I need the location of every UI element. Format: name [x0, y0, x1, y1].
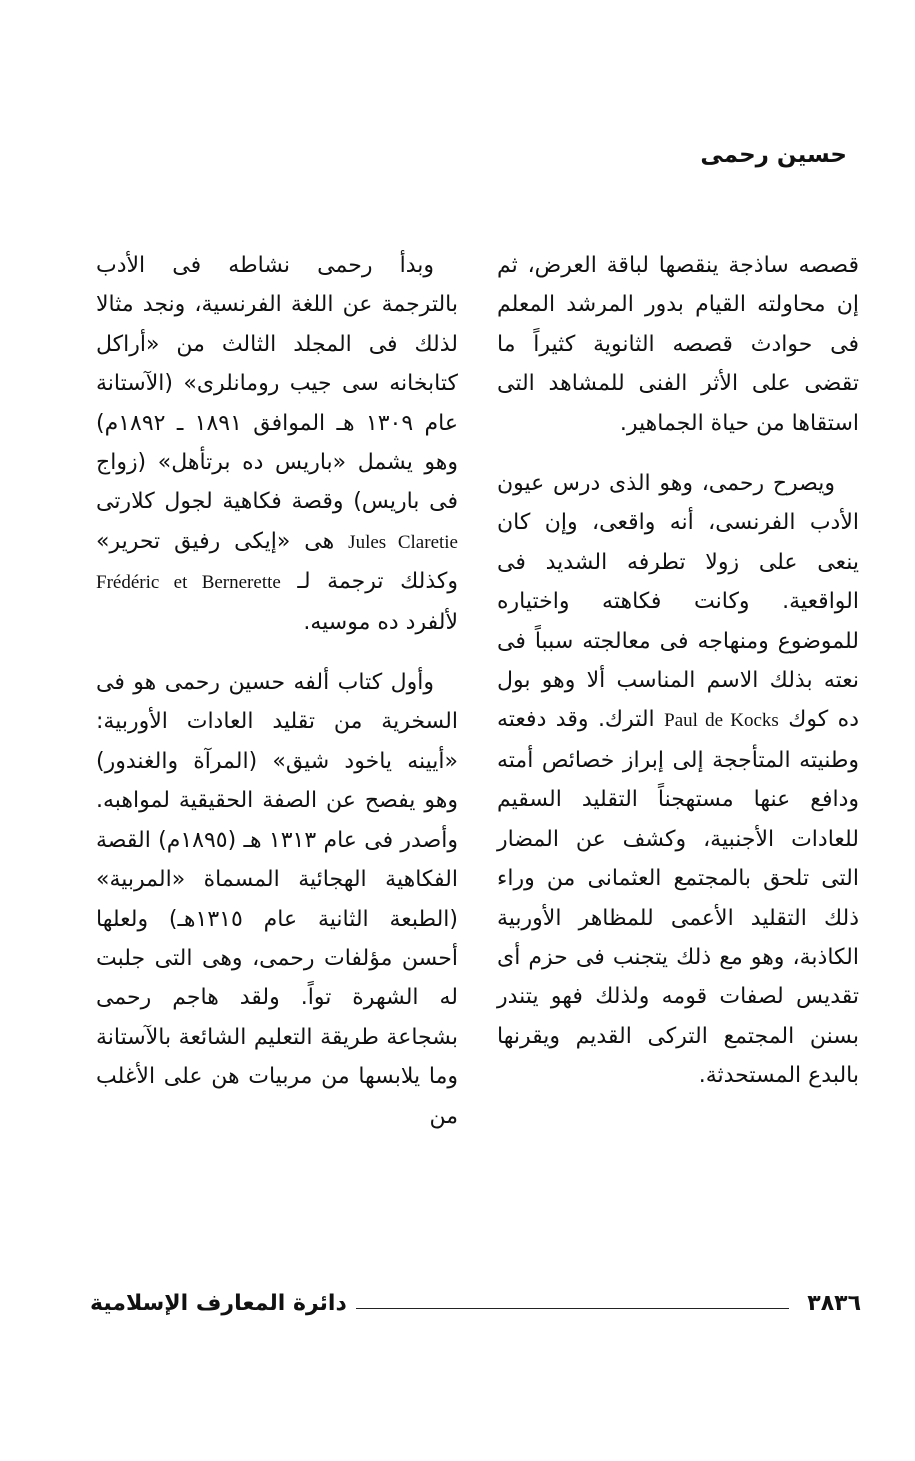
latin-name-paul-de-kocks: Paul de Kocks — [664, 710, 779, 732]
right-column — [497, 246, 859, 1096]
latin-name-jules-claretie: Jules Claretie — [348, 531, 458, 553]
right-paragraph-2-text-b: الترك. وقد دفعته وطنيته المتأججة إلى إبراز خصائص أمته ودافع عنها مستهجناً التقليد السقيم للعادات الأجنبية، وكشف عن المضار التى تلحق بالمجتمع العثمانى من وراء ذلك التقليد الأعمى للمظاهر الأوربية الكاذبة، وهو مع ذلك يتجنب فى حزم أى تقديس لصفات قومه ولذلك فهو يتندر بسنن المجتمع التركى القديم ويقرنها بالبدع المستحدثة. — [497, 707, 859, 1089]
page-footer — [90, 1291, 861, 1325]
left-column — [96, 246, 458, 1136]
right-paragraph-2 — [497, 464, 859, 1096]
left-paragraph-1-text-c: لألفرد ده موسيه. — [303, 609, 458, 635]
left-paragraph-2: وأول كتاب ألفه حسين رحمى هو فى السخرية من تقليد العادات الأوربية: «أيينه ياخود شيق» (المرآة والغندور) وهو يفصح عن الصفة الحقيقية لمواهبه. وأصدر فى عام ١٣١٣ هـ (١٨٩٥م) القصة الفكاهية الهجائية المسماة «المربية» (الطبعة الثانية عام ١٣١٥هـ) ولعلها أحسن مؤلفات رحمى، وهى التى جلبت له الشهرة تواً. ولقد هاجم رحمى بشجاعة طريقة التعليم الشائعة بالآستانة وما يلابسها من مربيات هن على الأغلب من — [96, 670, 459, 1129]
left-paragraph-1-text-b: هى «إيكى رفيق تحرير» وكذلك ترجمة لـ — [96, 528, 458, 595]
left-paragraph-1-text-a: وبدأ رحمى نشاطه فى الأدب بالترجمة عن اللغة الفرنسية، ونجد مثالا لذلك فى المجلد الثالث من «أراكل كتابخانه سى جيب رومانلرى» (الآستانة عام ١٣٠٩ هـ الموافق ١٨٩١ ـ ١٨٩٢م) وهو يشمل «باريس ده برتأهل» (زواج فى باريس) وقصة فكاهية لجول كلارتى — [96, 253, 458, 515]
left-paragraph-1 — [96, 246, 458, 642]
footer-rule — [356, 1308, 789, 1309]
right-paragraph-2-text-a: ويصرح رحمى، وهو الذى درس عيون الأدب الفرنسى، أنه واقعى، وإن كان ينعى على زولا تطرفه الشديد فى الواقعية. وكانت فكاهته واختياره للموضوع ومنهاجه فى معالجته سبباً فى نعته بذلك الاسم المناسب ألا وهو بول ده كوك — [497, 471, 859, 733]
right-paragraph-1: قصصه ساذجة ينقصها لباقة العرض، ثم إن محاولته القيام بدور المرشد المعلم فى حوادث قصصه الثانوية كثيراً ما تقضى على الأثر الفنى للمشاهد التى استقاها من حياة الجماهير. — [497, 253, 859, 436]
running-title: حسين رحمى — [700, 142, 847, 168]
latin-title-frederic-et-bernerette: Frédéric et Bernerette — [96, 572, 281, 594]
page-number: ٣٨٣٦ — [807, 1291, 861, 1316]
publication-title: دائرة المعارف الإسلامية — [90, 1291, 347, 1316]
